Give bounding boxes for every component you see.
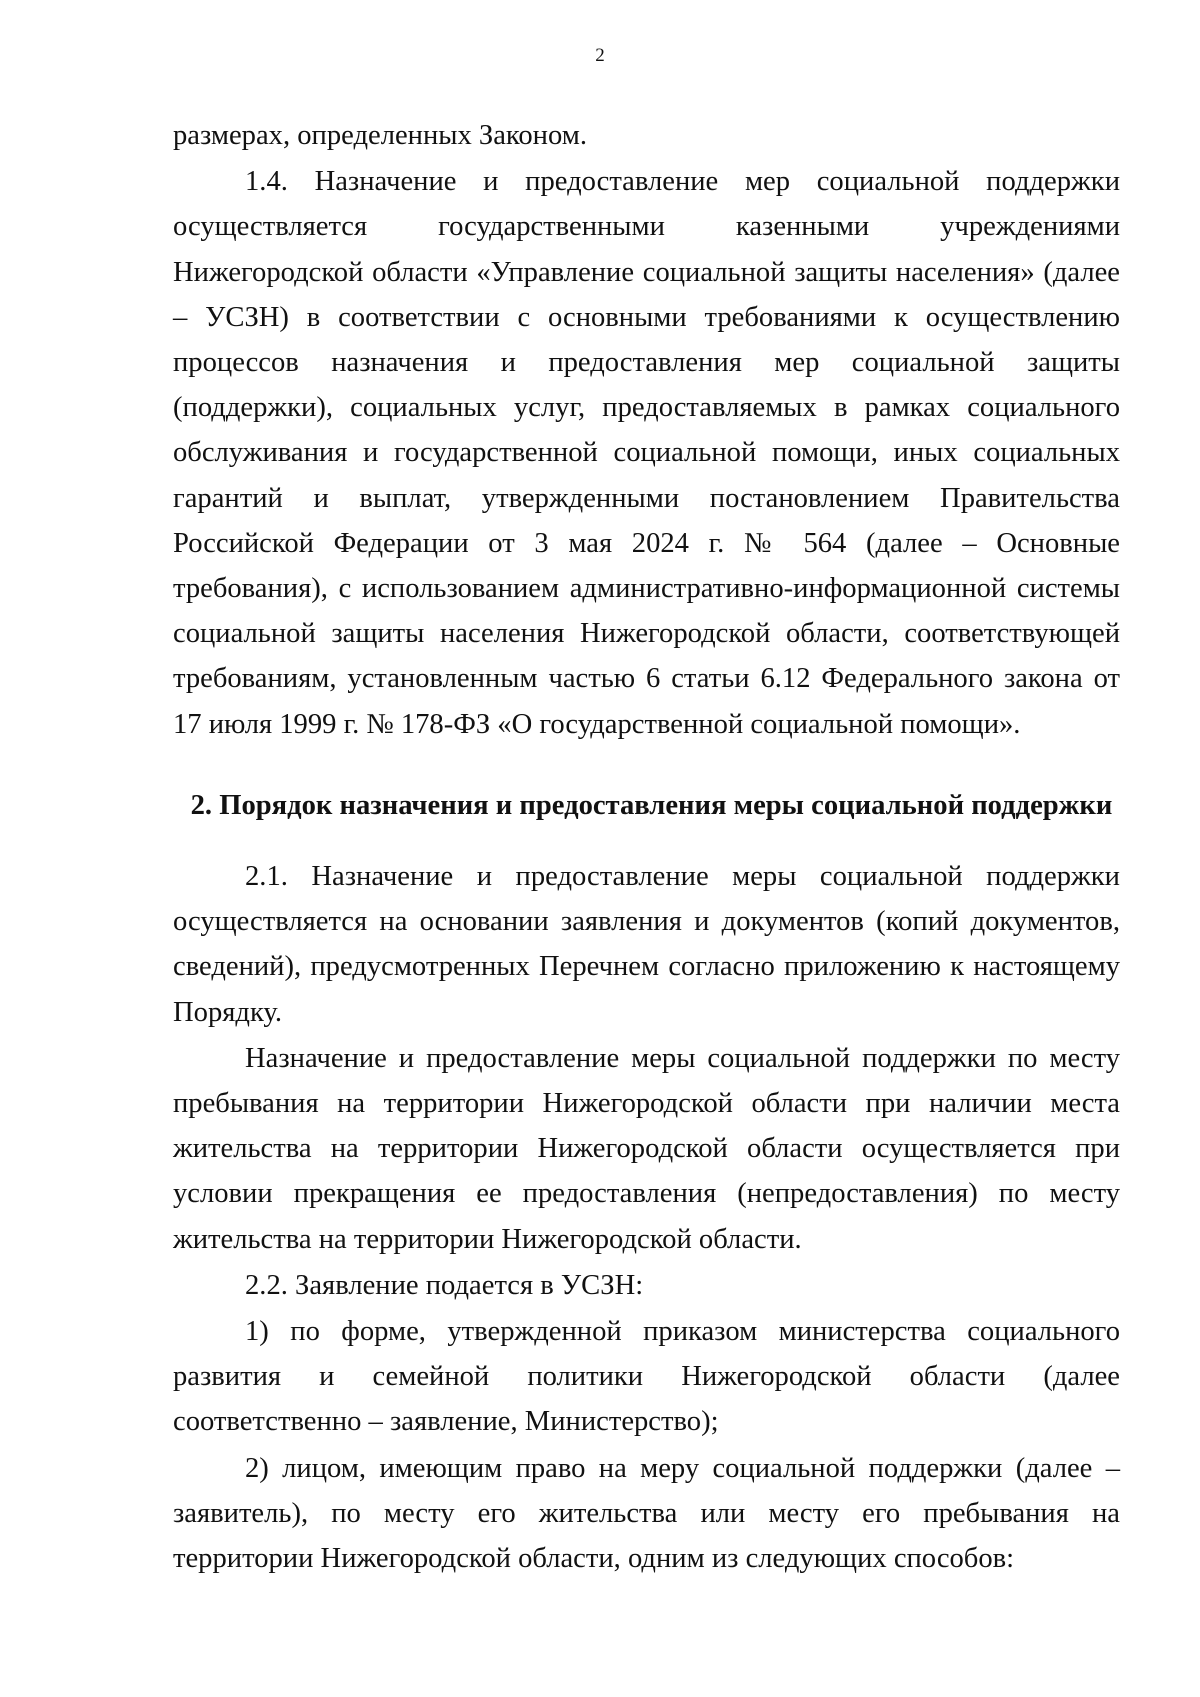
section-heading-2: 2. Порядок назначения и предоставления меры социальной поддержки [190, 789, 1113, 821]
document-body [173, 113, 1120, 1581]
page-number: 2 [595, 45, 605, 66]
paragraph-continuation: размерах, определенных Законом. [173, 120, 587, 151]
paragraph-2-2-item-1: 1) по форме, утвержденной приказом министерства социального развития и семейной политики Нижегородской области (далее соответственно – заявление, Министерство); [173, 1316, 1120, 1438]
paragraph-2-1: 2.1. Назначение и предоставление меры социальной поддержки осуществляется на основании заявления и документов (копий документов, сведений), предусмотренных Перечнем согласно приложению к настоящему Порядку. [173, 861, 1120, 1028]
paragraph-2-2: 2.2. Заявление подается в УСЗН: [245, 1269, 644, 1301]
paragraph-2-2-item-2: 2) лицом, имеющим право на меру социальной поддержки (далее – заявитель), по месту его жительства или месту его пребывания на территории Нижегородской области, одним из следующих способов: [173, 1452, 1120, 1575]
paragraph-2-1-second: Назначение и предоставление меры социальной поддержки по месту пребывания на территории Нижегородской области при наличии места жительства на территории Нижегородской области осуществляется при условии прекращения ее предоставления (непредоставления) по месту жительства на территории Нижегородской области. [173, 1042, 1120, 1255]
paragraph-1-4: 1.4. Назначение и предоставление мер социальной поддержки осуществляется государственными казенными учреждениями Нижегородской области «Управление социальной защиты населения» (далее – УСЗН) в соответствии с основными требованиями к осуществлению процессов назначения и предоставления мер социальной защиты (поддержки), социальных услуг, предоставляемых в рамках социального обслуживания и государственной социальной помощи, иных социальных гарантий и выплат, утвержденными постановлением Правительства Российской Федерации от 3 мая 2024 г. № 564 (далее – Основные требования), с использованием административно-информационной системы социальной защиты населения Нижегородской области, соответствующей требованиям, установленным частью 6 статьи 6.12 Федерального закона от 17 июля 1999 г. № 178-ФЗ «О государственной социальной помощи». [173, 166, 1120, 740]
